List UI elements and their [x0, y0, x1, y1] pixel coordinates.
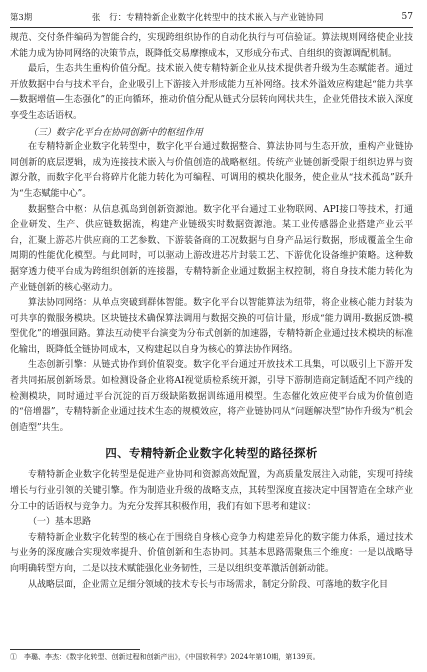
running-header	[10, 9, 413, 25]
paragraph-9: 从战略层面，企业需立足细分领域的技术专长与市场需求，制定分阶段、可落地的数字化目	[28, 579, 389, 590]
paragraph-6: 生态创新引擎：从链式协作到价值裂变。数字化平台通过开放技术工具集，可以吸引上下游开发者共同拓展创新场景。如检测设备企业将AI视觉质检系统开源，引导下游制造商定制适配不同产线的检测模块，同时通过平台沉淀的百万级缺陷数据训练通用模型。生态催化效应使平台成为价值创造的“倍增器”，专精特新企业通过技术生态的规模效应，将产业链协同从“问题解决型”协作升级为“机会创造型”共生。	[10, 360, 413, 433]
paragraph-8: 专精特新企业数字化转型的核心在于围绕自身核心竞争力构建差异化的数字能力体系，通过技术与业务的深度融合实现效率提升、价值创新和生态协同。其基本思路需聚焦三个维度：一是以战略导向明确转型方向，二是以技术赋能强化业务韧性，三是以组织变革激活创新动能。	[10, 532, 413, 574]
section-title: 四、专精特新企业数字化转型的路径探析	[105, 446, 318, 461]
subsection-heading: （三）数字化平台在协同创新中的枢纽作用	[28, 126, 203, 138]
paragraph-4: 数据整合中枢：从信息孤岛到创新资源池。数字化平台通过工业物联网、API接口等技术，打通企业研发、生产、供应链数据流，构建产业链级实时数据资源池。某工业传感器企业搭建产业云平台，汇聚上游芯片供应商的工艺参数、下游装备商的工况数据与自身产品运行数据，形成覆盖全生命周期的性能优化模型。与此同时，可以驱动上游改进芯片封装工艺、下游优化设备维护策略。这种数据穿透力使平台成为跨组织创新的连接器，专精特新企业通过数据主权控制，将自身技术能力转化为产业链创新的核心驱动力。	[10, 204, 413, 293]
running-title: 张 行：专精特新企业数字化转型中的技术嵌入与产业链协同	[92, 12, 324, 22]
header-rule	[10, 27, 413, 28]
page-number: 57	[401, 12, 413, 22]
paragraph-2: 最后，生态共生重构价值分配。技术嵌入使专精特新企业从技术提供者升级为生态赋能者。通过开放数据中台与技术平台，企业吸引上下游接入并形成能力互补网络。技术外溢效应构建起“能力共享—数据增值—生态强化”的正向循环，推动价值分配从链式分层转向网状共生，企业凭借技术嵌入深度享受生态话语权。	[10, 64, 413, 121]
footnote: ① 李璐、李杰：《数字化转型、创新过程和创新产出》，《中国软科学》2024年第10期，第139页。	[10, 653, 320, 661]
basic-approach-heading: （一）基本思路	[28, 517, 92, 528]
paragraph-5: 算法协同网络：从单点突破到群体智能。数字化平台以智能算法为纽带，将企业核心能力封装为可共享的微服务模块。区块链技术确保算法调用与数据交换的可信计量，形成“能力调用-数据反馈-模型优化”的增强回路。算法互动使平台演变为分布式创新的加速器，专精特新企业通过技术模块的标准化输出，既降低全链协同成本，又构建起以自身为核心的算法协作网络。	[10, 298, 413, 355]
footnote-rule	[10, 649, 140, 650]
paragraph-7: 专精特新企业数字化转型是促进产业协同和资源高效配置，为高质量发展注入动能，实现可持续增长与行业引领的关键引擎。作为制造业升级的战略支点，其转型深度直接决定中国智造在全球产业分工中的话语权与竞争力。为充分发挥其积极作用，我们有如下思考和建议：	[10, 470, 413, 512]
issue-label: 第3期	[10, 12, 33, 22]
body-text	[10, 31, 413, 593]
paragraph-1: 规范、交付条件编码为智能合约，实现跨组织协作的自动化执行与可信验证。算法规则网络使企业技术能力成为协同网络的决策节点，既降低交易摩擦成本，又形成分布式、自组织的资源调配机制。	[10, 33, 413, 59]
paragraph-3: 在专精特新企业数字化转型中，数字化平台通过数据整合、算法协同与生态开放，重构产业链协同创新的底层逻辑，成为连接技术嵌入与价值创造的战略枢纽。传统产业链创新受限于组织边界与资源分散，而数字化平台将碎片化能力转化为可编程、可调用的模块化服务，使企业从“技术孤岛”跃升为“生态赋能中心”。	[10, 142, 413, 199]
